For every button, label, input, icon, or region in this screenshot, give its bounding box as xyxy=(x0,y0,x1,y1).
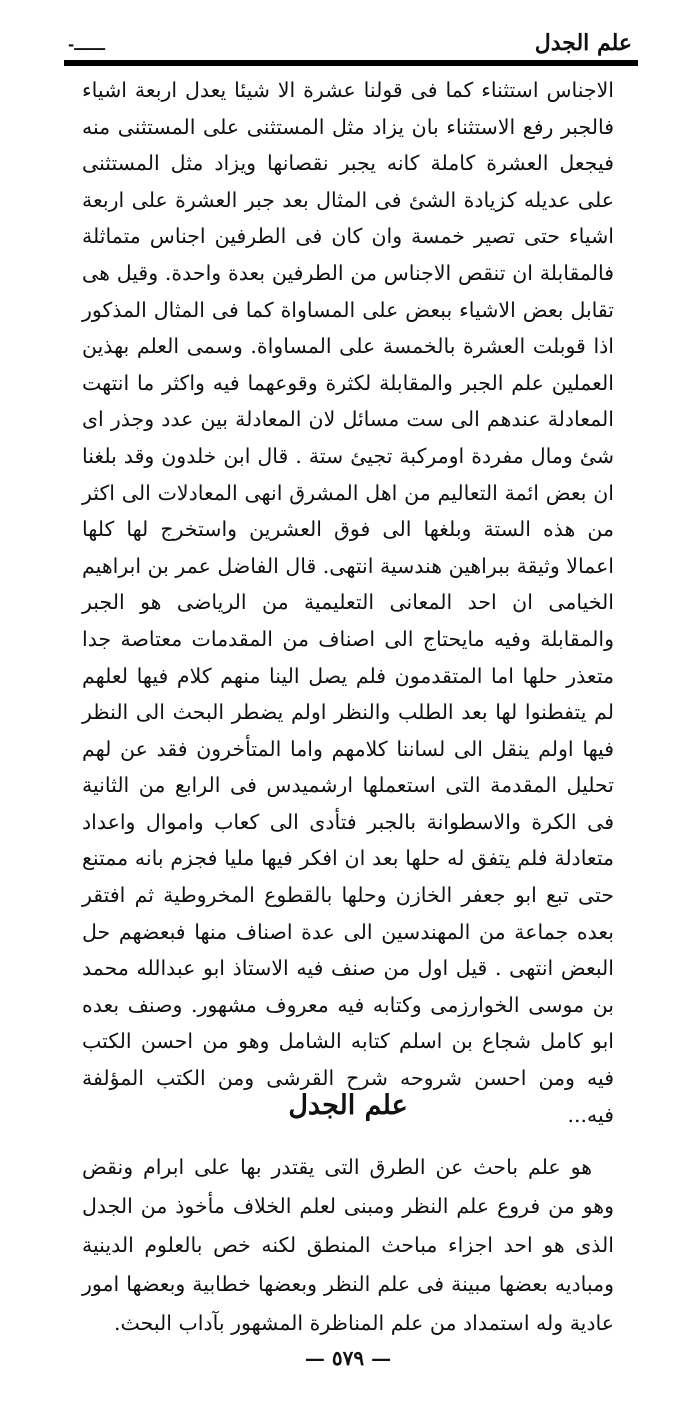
section-body xyxy=(82,1148,614,1343)
page-header xyxy=(60,30,636,60)
body-text xyxy=(82,72,614,1133)
page-number: — ٥٧٩ — xyxy=(304,1346,392,1370)
running-title: علم الجدل xyxy=(534,30,632,56)
header-rule xyxy=(64,60,638,66)
body-paragraph: الاجناس استثناء كما فى قولنا عشرة الا شيئا يعدل اربعة اشياء فالجبر رفع الاستثناء بان يزاد مثل المستثنى على المستثنى منه فيجعل العشرة كاملة كانه يجبر نقصانها ويزاد مثل المستثنى على عديله كزيادة الشئ فى المثال بعد جبر العشرة على اربعة اشياء حتى تصير خمسة وان كان فى الطرفين اجناس متماثلة فالمقابلة ان تنقص الاجناس من الطرفين بعدة واحدة. وقيل هى تقابل بعض الاشياء ببعض على المساواة كما فى المثال المذكور اذا قوبلت العشرة بالخمسة على المساواة. وسمى العلم بهذين العملين علم الجبر والمقابلة لكثرة وقوعهما فيه واكثر ما انتهت المعادلة عندهم الى ست مسائل لان المعادلة بين عدد وجذر اى شئ ومال مفردة اومركبة تجيئ ستة . قال ابن خلدون وقد بلغنا ان بعض ائمة التعاليم من اهل المشرق انهى المعادلات الى اكثر من هذه الستة وبلغها الى فوق العشرين واستخرج لها كلها اعمالا وثيقة ببراهين هندسية انتهى. قال الفاضل عمر بن ابراهيم الخيامى ان احد المعانى التعليمية من الرياضى هو الجبر والمقابلة وفيه مايحتاج الى اصناف من المقدمات معتاصة جدا متعذر حلها اما المتقدمون فلم يصل الينا منهم كلام فيها لعلهم لم يتفطنوا لها بعد الطلب والنظر اولم يضطر البحث الى النظر فيها اولم ينقل الى لساننا كلامهم واما المتأخرون فقد عن لهم تحليل المقدمة التى استعملها ارشميدس فى الرابع من الثانية فى الكرة والاسطوانة بالجبر فتأدى الى كعاب واموال واعداد متعادلة فلم يتفق له حلها بعد ان افكر فيها مليا فجزم بانه ممتنع حتى تبع ابو جعفر الخازن وحلها بالقطوع المخروطية ثم افتقر بعده جماعة من المهندسين الى عدة اصناف منها فبعضهم حل البعض انتهى . قيل اول من صنف فيه الاستاذ ابو عبدالله محمد بن موسى الخوارزمى وكتابه فيه معروف مشهور. وصنف بعده ابو كامل شجاع بن اسلم كتابه الشامل وهو من احسن الكتب فيه ومن احسن شروحه شرح القرشى ومن الكتب المؤلفة فيه... xyxy=(82,78,614,1127)
section-heading: علم الجدل xyxy=(288,1090,408,1121)
section-paragraph: هو علم باحث عن الطرق التى يقتدر بها على ابرام ونقض وهو من فروع علم النظر ومبنى لعلم الخلاف مأخوذ من الجدل الذى هو احد اجزاء مباحث المنطق لكنه خص بالعلوم الدينية ومباديه بعضها مبينة فى علم النظر وبعضها خطابية وبعضها امور عادية وله استمداد من علم المناظرة المشهور بآداب البحث. xyxy=(82,1155,614,1335)
header-mark: -ــــــ xyxy=(68,36,105,54)
